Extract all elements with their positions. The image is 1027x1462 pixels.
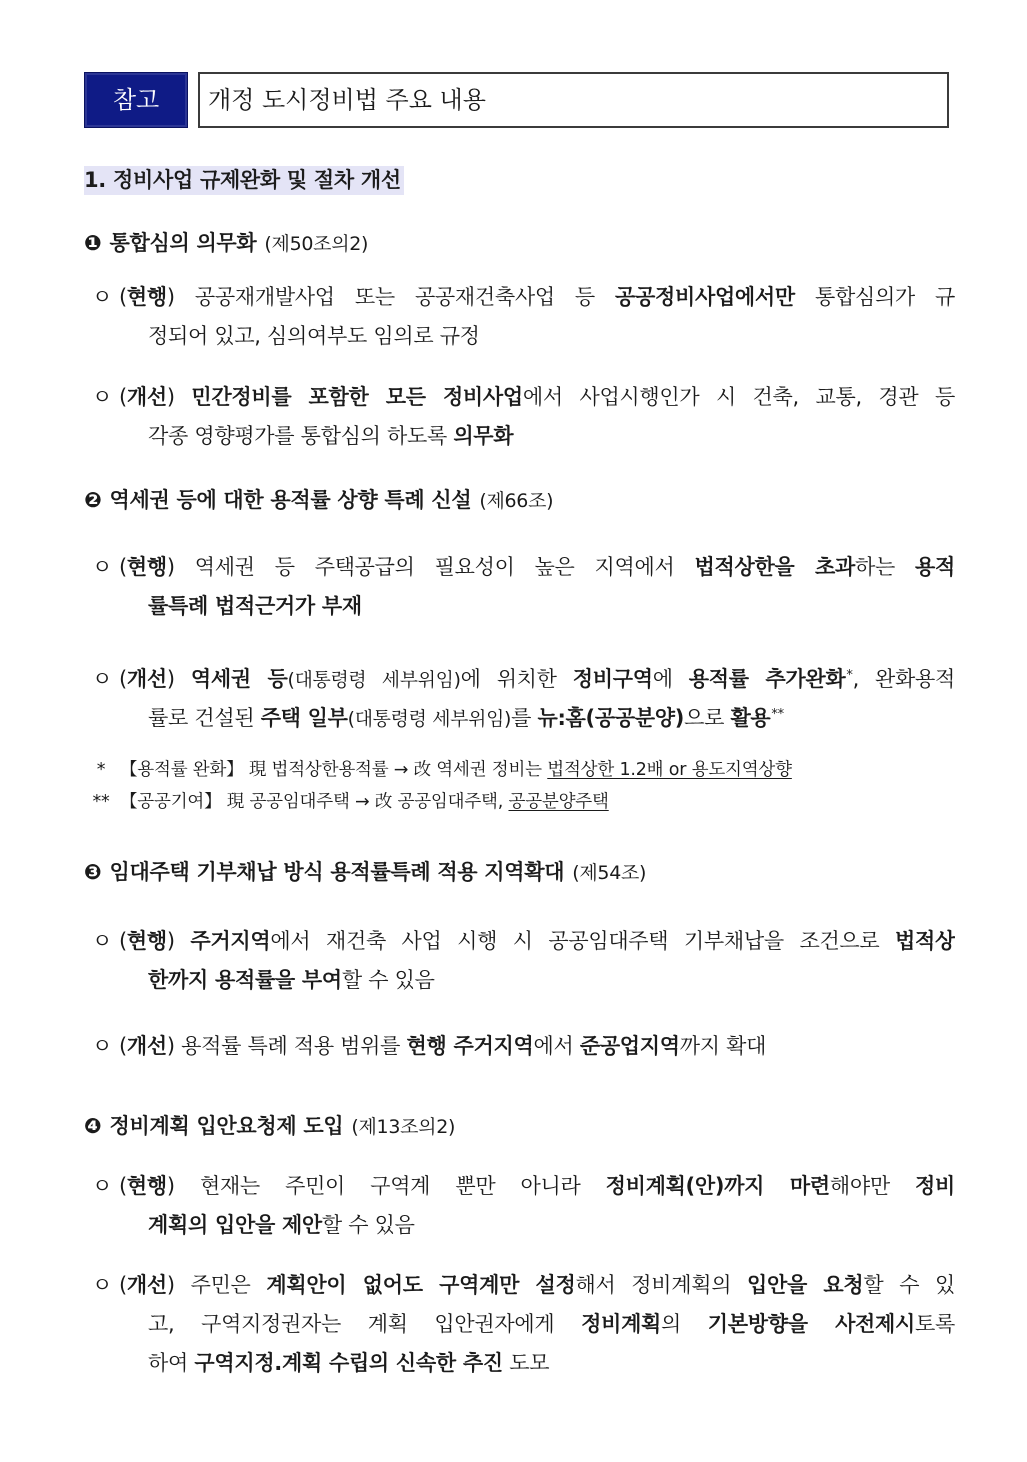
text-run: 【용적률 완화】 現 법적상한용적률 → 改 역세권 정비는 — [120, 760, 548, 780]
item-number-badge: ❹ — [84, 1114, 102, 1138]
bold-text: 용적률 추가완화 — [688, 667, 846, 691]
text-run: 에서 사업시행인가 시 건축, 교통, 경관 등 — [522, 385, 955, 409]
footnote-text — [120, 792, 609, 812]
text-run: ( — [119, 285, 127, 309]
bold-text: 정비계획 — [581, 1312, 662, 1336]
bold-text: 정비 — [915, 1174, 955, 1198]
text-run: , 완화용적 — [852, 667, 955, 691]
footnote — [84, 786, 955, 818]
text-run: 하는 — [855, 555, 915, 579]
text-run: 를 — [511, 706, 538, 730]
bold-text: 개선 — [126, 1034, 167, 1058]
text-run: ( — [119, 385, 127, 409]
item-3-current-bullet — [84, 922, 955, 1000]
line-text — [148, 1351, 549, 1375]
text-run: ( — [119, 929, 127, 953]
article-reference: (제66조) — [479, 490, 554, 512]
article-reference: (제50조의2) — [264, 233, 369, 255]
text-run: 까지 확대 — [679, 1034, 767, 1058]
text-run: 할 수 있음 — [341, 968, 435, 992]
article-reference: (제13조의2) — [351, 1116, 456, 1138]
item-title: 정비계획 입안요청제 도입 — [109, 1114, 344, 1138]
section-title-text: 1. 정비사업 규제완화 및 절차 개선 — [84, 166, 404, 195]
text-run: 할 수 있 — [863, 1273, 955, 1297]
text-run: ( — [119, 667, 127, 691]
item-number-badge: ❸ — [84, 860, 102, 884]
bullet-line — [84, 1027, 955, 1066]
text-run: 통합심의가 규 — [794, 285, 955, 309]
bold-text: 주택 일부 — [260, 706, 348, 730]
footnote — [84, 754, 955, 786]
bold-text: 개선 — [126, 385, 167, 409]
bold-text: 입안을 요청 — [747, 1273, 864, 1297]
section-title — [84, 165, 955, 195]
bullet-line — [84, 922, 955, 961]
line-text — [119, 1034, 766, 1058]
document-header — [84, 72, 955, 128]
item-title: 역세권 등에 대한 용적률 상향 특례 신설 — [109, 488, 472, 512]
footnote-mark: ** — [92, 792, 110, 812]
item-1-heading — [84, 226, 955, 260]
bold-text: 공공정비사업에서만 — [615, 285, 795, 309]
line-text — [148, 424, 513, 448]
line-text — [148, 324, 480, 348]
item-2-heading — [84, 483, 955, 517]
bold-text: 뉴:홈(공공분양) — [537, 706, 685, 730]
footnotes — [84, 754, 955, 818]
line-text — [119, 285, 955, 309]
bullet-line — [84, 1344, 955, 1383]
text-run: ) 주민은 — [166, 1273, 267, 1297]
line-text — [148, 1213, 415, 1237]
bold-text: 구역지정.계획 수립의 신속한 추진 — [194, 1351, 503, 1375]
item-4-heading — [84, 1109, 955, 1143]
underlined-text: 공공분양주택 — [508, 792, 609, 812]
bullet-line — [84, 317, 955, 356]
text-run: 각종 영향평가를 통합심의 하도록 — [148, 424, 454, 448]
item-title: 임대주택 기부채납 방식 용적률특례 적용 지역확대 — [109, 860, 565, 884]
line-text — [148, 1312, 955, 1336]
text-run: ) — [166, 667, 191, 691]
text-run: 【공공기여】 現 공공임대주택 → 改 공공임대주택, — [120, 792, 509, 812]
text-run: 도모 — [502, 1351, 550, 1375]
bullet-line — [84, 548, 955, 587]
bold-text: 준공업지역 — [579, 1034, 680, 1058]
text-run: 고, 구역지정권자는 계획 입안권자에게 — [148, 1312, 582, 1336]
bullet-line — [84, 1266, 955, 1305]
text-run: ) — [166, 385, 192, 409]
article-reference: (제54조) — [572, 862, 647, 884]
bold-text: 의무화 — [453, 424, 514, 448]
reference-tag: 참고 — [84, 72, 188, 128]
bold-text: 용적 — [915, 555, 955, 579]
bold-text: 개선 — [126, 667, 167, 691]
bold-text: 주거지역 — [190, 929, 271, 953]
parenthetical-note: (대통령령 세부위임) — [287, 669, 461, 691]
bullet-line — [84, 417, 955, 456]
bold-text: 법적상한을 초과 — [694, 555, 856, 579]
bold-text: 활용 — [730, 706, 771, 730]
text-run: 토록 — [915, 1312, 955, 1336]
bullet-line — [84, 278, 955, 317]
text-run: ) 현재는 주민이 구역계 뿐만 아니라 — [166, 1174, 606, 1198]
bold-text: 현행 — [126, 929, 167, 953]
text-run: 할 수 있음 — [321, 1213, 415, 1237]
bold-text: 률특례 법적근거가 부재 — [148, 594, 362, 618]
bullet-line — [84, 660, 955, 699]
bullet-marker: ㅇ — [92, 1034, 112, 1058]
text-run: ) 공공재개발사업 또는 공공재건축사업 등 — [166, 285, 616, 309]
bold-text: 기본방향을 사전제시 — [707, 1312, 916, 1336]
text-run: 에서 — [533, 1034, 580, 1058]
bold-text: 계획안이 없어도 구역계만 설정 — [266, 1273, 576, 1297]
title-box — [198, 72, 949, 128]
text-run: ( — [119, 1273, 127, 1297]
item-4-improvement-bullet — [84, 1266, 955, 1383]
text-run: 해서 정비계획의 — [575, 1273, 748, 1297]
text-run: 하여 — [148, 1351, 195, 1375]
line-text — [119, 929, 955, 953]
bullet-line — [84, 1167, 955, 1206]
text-run: ( — [119, 555, 127, 579]
line-text — [119, 555, 955, 579]
item-2-improvement-bullet — [84, 660, 955, 738]
bullet-line — [84, 699, 955, 738]
text-run: 률로 건설된 — [148, 706, 261, 730]
bold-text: 현행 — [126, 1174, 167, 1198]
line-text — [119, 385, 955, 409]
text-run: 으로 — [684, 706, 731, 730]
bullet-marker: ㅇ — [92, 1174, 112, 1198]
footnote-text — [120, 760, 792, 780]
text-run: ) 역세권 등 주택공급의 필요성이 높은 지역에서 — [166, 555, 695, 579]
item-4-current-bullet — [84, 1167, 955, 1245]
item-3-heading — [84, 855, 955, 889]
document-title: 개정 도시정비법 주요 내용 — [208, 86, 486, 114]
bullet-line — [84, 1305, 955, 1344]
item-1-improvement-bullet — [84, 378, 955, 456]
bullet-marker: ㅇ — [92, 555, 112, 579]
text-run: 정되어 있고, 심의여부도 임의로 규정 — [148, 324, 480, 348]
line-text — [119, 1273, 955, 1297]
item-1-current-bullet — [84, 278, 955, 356]
item-number-badge: ❷ — [84, 488, 102, 512]
bold-text: 개선 — [126, 1273, 167, 1297]
underlined-text: 법적상한 1.2배 or 용도지역상향 — [547, 760, 792, 780]
bold-text: 한까지 용적률을 부여 — [148, 968, 342, 992]
bullet-line — [84, 1206, 955, 1245]
line-text — [148, 706, 784, 730]
bold-text: 계획의 입안을 제안 — [148, 1213, 322, 1237]
bold-text: 법적상 — [895, 929, 955, 953]
bullet-line — [84, 961, 955, 1000]
bold-text: 민간정비를 포함한 모든 정비사업 — [191, 385, 523, 409]
bullet-marker: ㅇ — [92, 385, 112, 409]
footnote-reference-mark: ** — [771, 706, 784, 722]
footnote-mark: * — [96, 760, 106, 780]
bold-text: 현행 — [126, 285, 167, 309]
text-run: ) — [166, 929, 191, 953]
text-run: 에서 재건축 사업 시행 시 공공임대주택 기부채납을 조건으로 — [270, 929, 896, 953]
bold-text: 정비구역 — [572, 667, 653, 691]
bullet-marker: ㅇ — [92, 667, 112, 691]
text-run: 해야만 — [829, 1174, 916, 1198]
bullet-marker: ㅇ — [92, 929, 112, 953]
line-text — [119, 1174, 955, 1198]
parenthetical-note: (대통령령 세부위임) — [347, 708, 512, 730]
bullet-marker: ㅇ — [92, 1273, 112, 1297]
line-text — [148, 594, 362, 618]
bold-text: 현행 — [126, 555, 167, 579]
bold-text: 정비계획(안)까지 마련 — [605, 1174, 830, 1198]
bullet-line — [84, 587, 955, 626]
item-number-badge: ❶ — [84, 231, 102, 255]
text-run: 의 — [661, 1312, 708, 1336]
bullet-line — [84, 378, 955, 417]
text-run: ) 용적률 특례 적용 범위를 — [166, 1034, 407, 1058]
footnote-reference-mark: * — [846, 667, 853, 683]
bold-text: 역세권 등 — [190, 667, 288, 691]
item-3-improvement-bullet — [84, 1027, 955, 1066]
text-run: 에 위치한 — [460, 667, 573, 691]
item-title: 통합심의 의무화 — [109, 231, 257, 255]
text-run: 에 — [652, 667, 689, 691]
line-text — [119, 667, 955, 691]
text-run: ( — [119, 1034, 127, 1058]
bold-text: 현행 주거지역 — [406, 1034, 534, 1058]
line-text — [148, 968, 435, 992]
text-run: ( — [119, 1174, 127, 1198]
item-2-current-bullet — [84, 548, 955, 626]
bullet-marker: ㅇ — [92, 285, 112, 309]
